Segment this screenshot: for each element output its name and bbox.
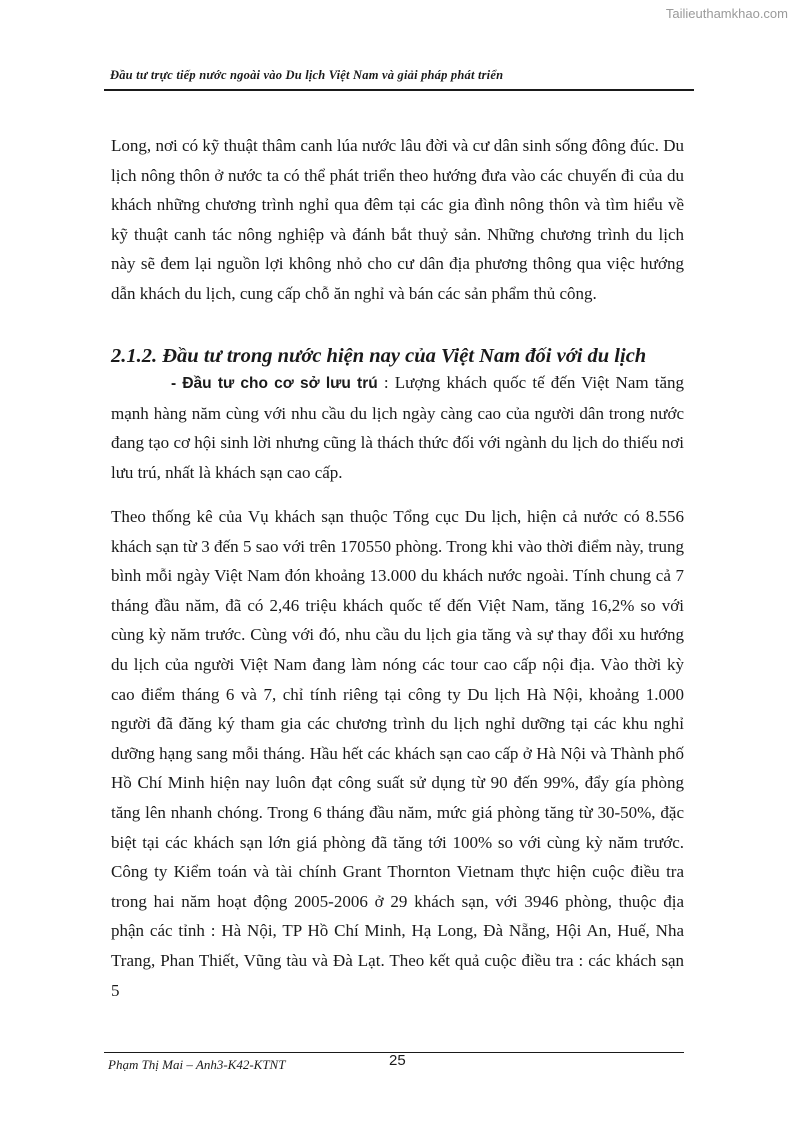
paragraph-accommodation-investment (111, 368, 684, 487)
paragraph-1-text: Long, nơi có kỹ thuật thâm canh lúa nước lâu đời và cư dân sinh sống đông đúc. Du lịch nông thôn ở nước ta có thể phát triển theo hướng đưa vào các chuyến đi của du khách những chương trình nghỉ qua đêm tại các gia đình nông thôn và tìm hiểu về kỹ thuật canh tác nông nghiệp và đánh bắt thuỷ sản. Những chương trình du lịch này sẽ đem lại nguồn lợi không nhỏ cho cư dân địa phương thông qua việc hướng dẫn khách du lịch, cung cấp chỗ ăn nghỉ và bán các sản phẩm thủ công. (111, 136, 684, 303)
paragraph-2-label: - Đầu tư cho cơ sở lưu trú (171, 375, 378, 392)
running-header: Đầu tư trực tiếp nước ngoài vào Du lịch Việt Nam và giải pháp phát triển (110, 68, 504, 82)
paragraph-3-text: Theo thống kê của Vụ khách sạn thuộc Tổng cục Du lịch, hiện cả nước có 8.556 khách sạn từ 3 đến 5 sao với trên 170550 phòng. Trong khi vào thời điểm này, trung bình mỗi ngày Việt Nam đón khoảng 13.000 du khách nước ngoài. Tính chung cả 7 tháng đầu năm, đã có 2,46 triệu khách quốc tế đến Việt Nam, tăng 16,2% so với cùng kỳ năm trước. Cùng với đó, nhu cầu du lịch gia tăng và sự thay đổi xu hướng du lịch của người Việt Nam đang làm nóng các tour cao cấp nội địa. Vào thời kỳ cao điểm tháng 6 và 7, chỉ tính riêng tại công ty Du lịch Hà Nội, khoảng 1.000 người đã đăng ký tham gia các chương trình du lịch nghỉ dưỡng tại các khu nghỉ dưỡng hạng sang mỗi tháng. Hầu hết các khách sạn cao cấp ở Hà Nội và Thành phố Hồ Chí Minh hiện nay luôn đạt công suất sử dụng từ 90 đến 99%, đẩy gía phòng tăng lên nhanh chóng. Trong 6 tháng đầu năm, mức giá phòng tăng từ 30-50%, đặc biệt tại các khách sạn lớn giá phòng đã tăng tới 100% so với cùng kỳ năm trước. Công ty Kiểm toán và tài chính Grant Thornton Vietnam thực hiện cuộc điều tra trong hai năm hoạt động 2005-2006 ở 29 khách sạn, với 3946 phòng, thuộc địa phận các tỉnh : Hà Nội, TP Hồ Chí Minh, Hạ Long, Đà Nẵng, Hội An, Huế, Nha Trang, Phan Thiết, Vũng tàu và Đà Lạt. Theo kết quả cuộc điều tra : các khách sạn 5 (111, 507, 684, 1000)
watermark: Tailieuthamkhao.com (665, 6, 788, 21)
section-heading: 2.1.2. Đầu tư trong nước hiện nay của Việt Nam đối với du lịch (111, 345, 647, 367)
footer-author: Phạm Thị Mai – Anh3-K42-KTNT (108, 1057, 286, 1072)
header-divider (104, 89, 694, 91)
paragraph-2-text: : Lượng khách quốc tế đến Việt Nam tăng mạnh hàng năm cùng với nhu cầu du lịch ngày càng cao của người dân trong nước đang tạo cơ hội sinh lời nhưng cũng là thách thức đối với ngành du lịch do thiếu nơi lưu trú, nhất là khách sạn cao cấp. (111, 373, 684, 482)
paragraph-hotel-statistics (111, 502, 684, 1005)
paragraph-2 (111, 368, 684, 487)
page-number: 25 (389, 1052, 406, 1069)
paragraph-rural-tourism (111, 131, 684, 309)
